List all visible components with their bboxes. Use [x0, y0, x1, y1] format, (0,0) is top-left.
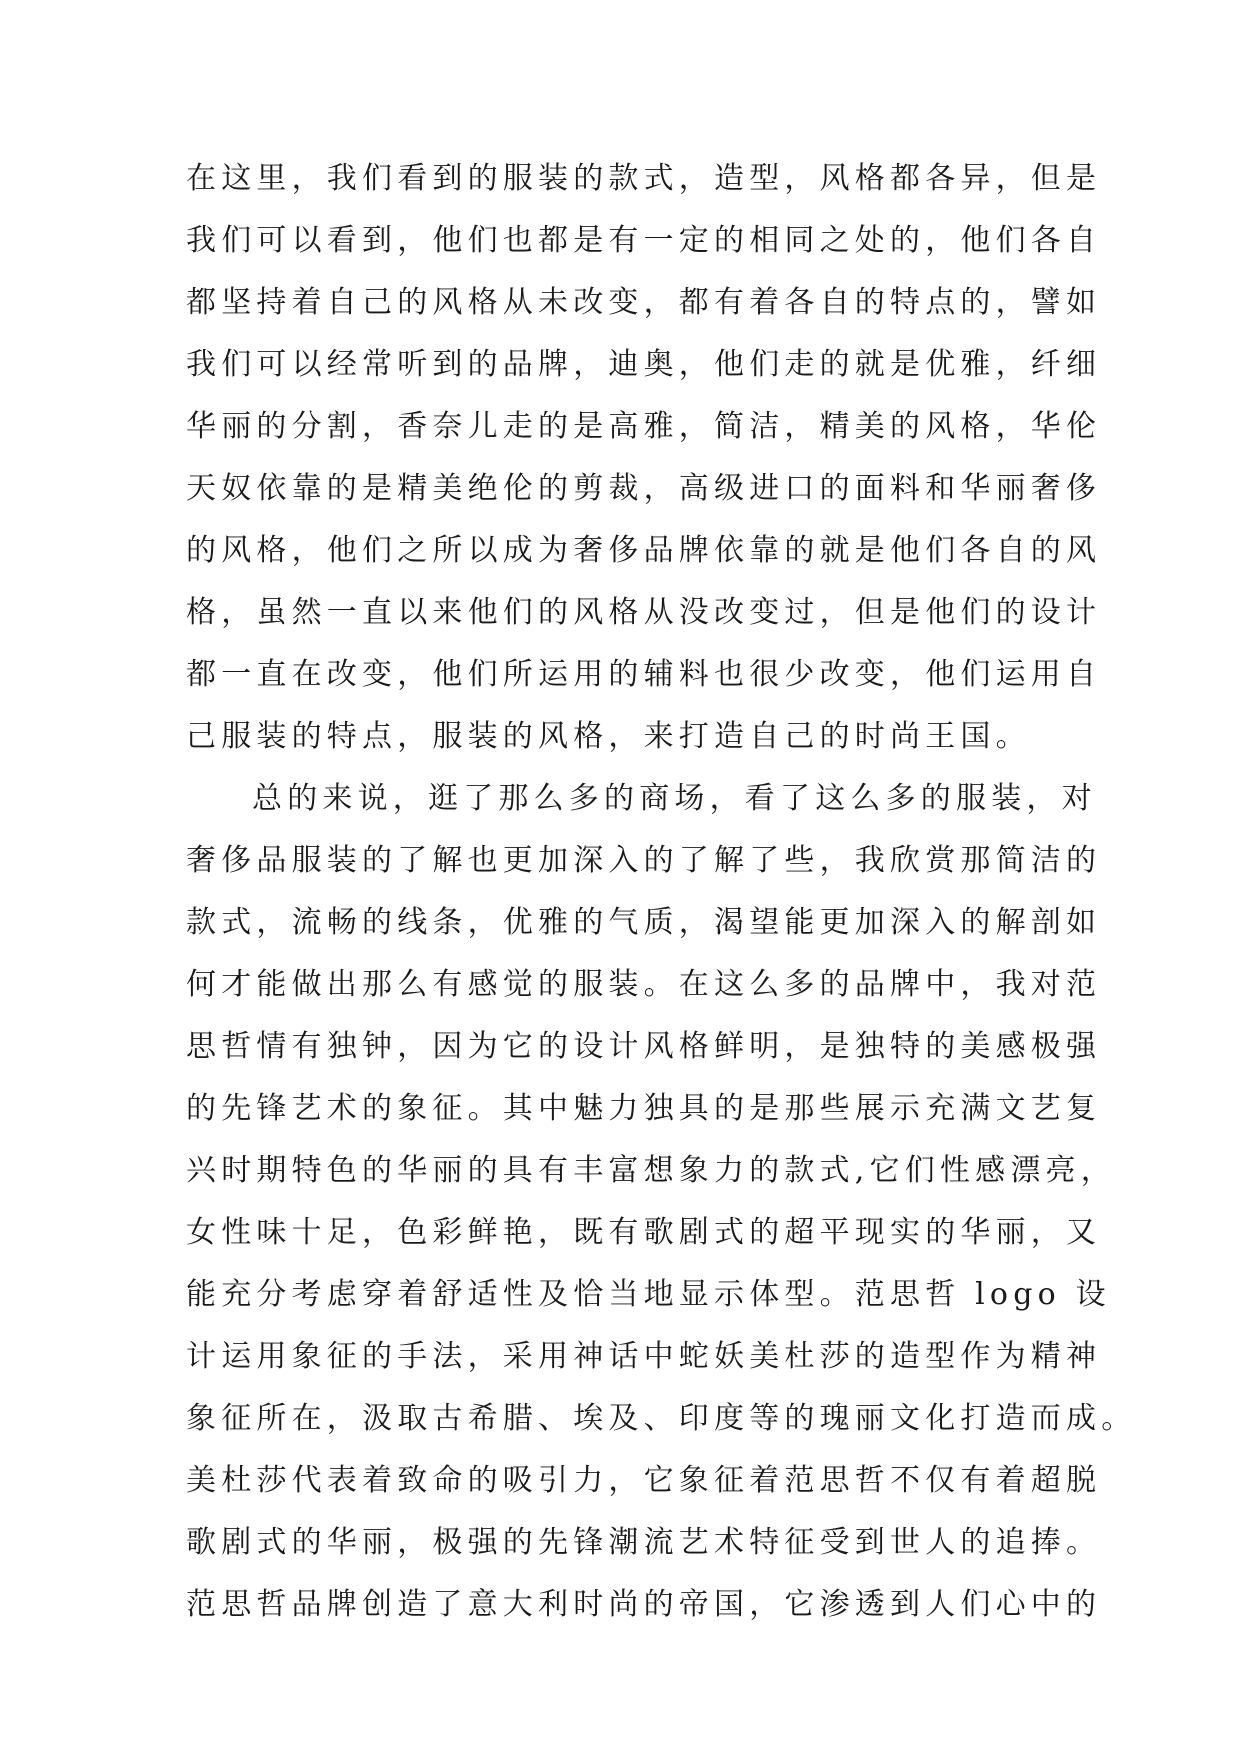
paragraph-2 [186, 768, 1137, 1636]
text-line: 奢侈品服装的了解也更加深入的了解了些，我欣赏那简洁的 [186, 843, 1102, 878]
text-line: 在这里，我们看到的服装的款式，造型，风格都各异，但是 [186, 161, 1102, 196]
text-line: 的风格，他们之所以成为奢侈品牌依靠的就是他们各自的风 [186, 533, 1102, 568]
text-line: 歌剧式的华丽，极强的先锋潮流艺术特征受到世人的追捧。 [186, 1525, 1102, 1560]
text-line: 女性味十足，色彩鲜艳，既有歌剧式的超平现实的华丽，又 [186, 1215, 1102, 1250]
text-line: 己服装的特点，服装的风格，来打造自己的时尚王国。 [186, 719, 1031, 754]
text-line: 兴时期特色的华丽的具有丰富想象力的款式,它们性感漂亮， [186, 1153, 1116, 1188]
text-line: 美杜莎代表着致命的吸引力，它象征着范思哲不仅有着超脱 [186, 1463, 1102, 1498]
body-text [186, 148, 1137, 1636]
text-line: 思哲情有独钟，因为它的设计风格鲜明，是独特的美感极强 [186, 1029, 1102, 1064]
text-line: 何才能做出那么有感觉的服装。在这么多的品牌中，我对范 [186, 967, 1102, 1002]
text-line: 范思哲品牌创造了意大利时尚的帝国，它渗透到人们心中的 [186, 1587, 1102, 1622]
text-line: 华丽的分割，香奈儿走的是高雅，简洁，精美的风格，华伦 [186, 409, 1102, 444]
paragraph-1 [186, 148, 1102, 768]
text-line: 天奴依靠的是精美绝伦的剪裁，高级进口的面料和华丽奢侈 [186, 471, 1102, 506]
text-line: 的先锋艺术的象征。其中魅力独具的是那些展示充满文艺复 [186, 1091, 1102, 1126]
text-line: 总的来说，逛了那么多的商场，看了这么多的服装，对 [252, 781, 1097, 816]
text-line: 我们可以看到，他们也都是有一定的相同之处的，他们各自 [186, 223, 1102, 258]
text-line: 能充分考虑穿着舒适性及恰当地显示体型。范思哲 logo 设 [186, 1277, 1111, 1312]
text-line: 款式，流畅的线条，优雅的气质，渴望能更加深入的解剖如 [186, 905, 1102, 940]
text-line: 都一直在改变，他们所运用的辅料也很少改变，他们运用自 [186, 657, 1102, 692]
text-line: 我们可以经常听到的品牌，迪奥，他们走的就是优雅，纤细 [186, 347, 1102, 382]
text-line: 象征所在，汲取古希腊、埃及、印度等的瑰丽文化打造而成。 [186, 1401, 1137, 1436]
text-line: 都坚持着自己的风格从未改变，都有着各自的特点的，譬如 [186, 285, 1102, 320]
text-line: 格，虽然一直以来他们的风格从没改变过，但是他们的设计 [186, 595, 1102, 630]
text-line: 计运用象征的手法，采用神话中蛇妖美杜莎的造型作为精神 [186, 1339, 1102, 1374]
